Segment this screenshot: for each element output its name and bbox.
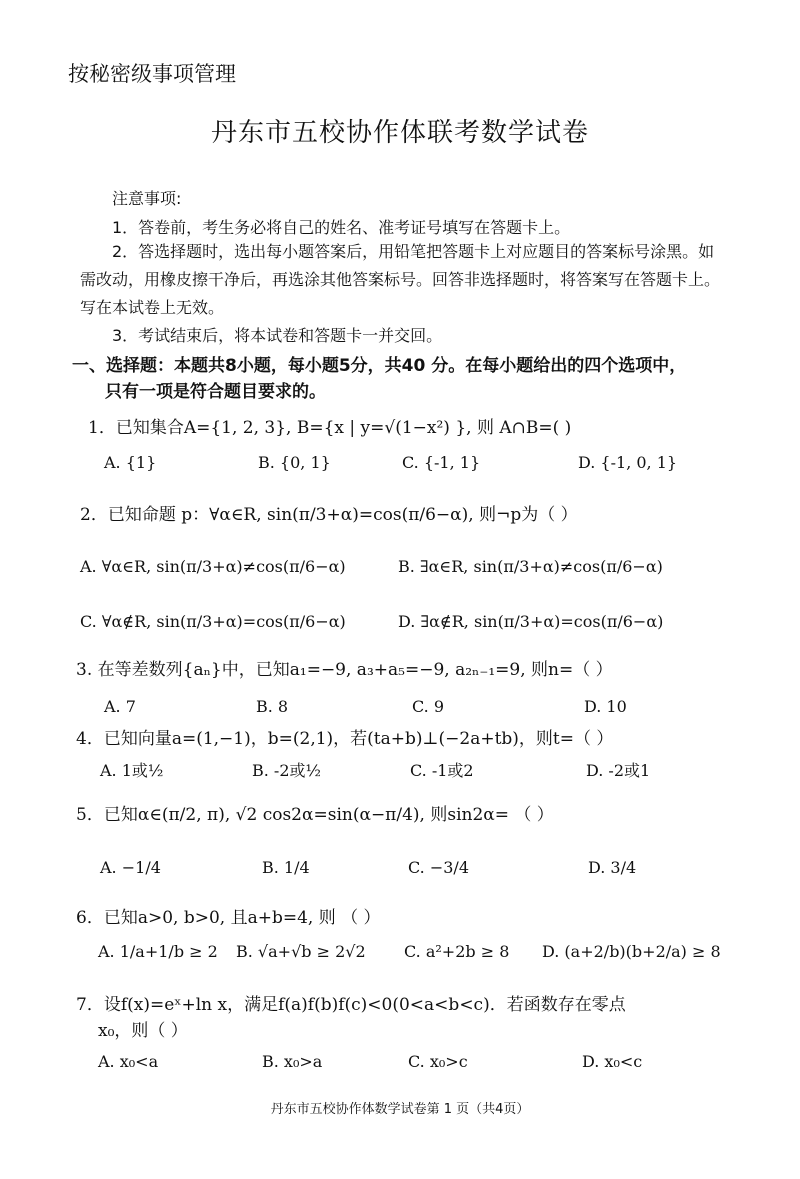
notice-item-3: 3．考试结束后，将本试卷和答题卡一并交回。 — [112, 326, 443, 345]
question-5-option-a: A. −1/4 — [100, 858, 161, 877]
exam-title: 丹东市五校协作体联考数学试卷 — [210, 118, 589, 148]
question-7-option-b: B. x₀>a — [262, 1052, 323, 1071]
question-6-stem: 6．已知a>0, b>0, 且a+b=4, 则 （ ） — [76, 908, 381, 928]
question-4-stem: 4．已知向量a=(1,−1)，b=(2,1)，若(ta+b)⊥(−2a+tb)，则t=（ ） — [76, 729, 614, 749]
question-6-option-b: B. √a+√b ≥ 2√2 — [236, 942, 366, 961]
question-2-option-d: D. ∃α∉R, sin(π/3+α)=cos(π/6−α) — [398, 612, 664, 631]
question-4-option-a: A. 1或½ — [100, 761, 164, 780]
question-5-option-c: C. −3/4 — [408, 858, 469, 877]
question-4-option-c: C. -1或2 — [410, 761, 474, 780]
question-6-option-d: D. (a+2/b)(b+2/a) ≥ 8 — [542, 942, 721, 961]
question-3-option-a: A. 7 — [104, 697, 136, 716]
question-2-option-c: C. ∀α∉R, sin(π/3+α)=cos(π/6−α) — [80, 612, 346, 631]
question-4-option-b: B. -2或½ — [252, 761, 322, 780]
question-7-option-c: C. x₀>c — [408, 1052, 468, 1071]
question-5-stem: 5．已知α∈(π/2, π), √2 cos2α=sin(α−π/4), 则sin2α= （ ） — [76, 805, 554, 825]
question-7-stem-continued: x₀，则（ ） — [98, 1021, 188, 1041]
question-7-stem: 7．设f(x)=eˣ+ln x，满足f(a)f(b)f(c)<0(0<a<b<c)．若函数存在零点 — [76, 995, 626, 1015]
question-2-option-a: A. ∀α∈R, sin(π/3+α)≠cos(π/6−α) — [80, 557, 346, 576]
question-2-stem: 2．已知命题 p：∀α∈R, sin(π/3+α)=cos(π/6−α), 则¬p为（ ） — [80, 505, 578, 525]
question-6-option-a: A. 1/a+1/b ≥ 2 — [98, 942, 218, 961]
question-7-option-d: D. x₀<c — [582, 1052, 643, 1071]
question-1-stem: 1．已知集合A={1, 2, 3}, B={x | y=√(1−x²) }, 则 A∩B=( ) — [88, 418, 572, 438]
question-1-option-b: B. {0, 1} — [258, 453, 331, 472]
section-heading-line1: 一、选择题：本题共8小题，每小题5分，共40 分。在每小题给出的四个选项中， — [72, 356, 687, 376]
question-5-option-d: D. 3/4 — [588, 858, 637, 877]
question-4-option-d: D. -2或1 — [586, 761, 651, 780]
section-heading-line2: 只有一项是符合题目要求的。 — [105, 382, 326, 402]
question-1-option-a: A. {1} — [104, 453, 157, 472]
page-footer: 丹东市五校协作体数学试卷第 1 页（共4页） — [270, 1102, 530, 1117]
question-3-option-d: D. 10 — [584, 697, 627, 716]
notice-heading: 注意事项: — [112, 189, 182, 208]
question-1-option-c: C. {-1, 1} — [402, 453, 481, 472]
question-1-option-d: D. {-1, 0, 1} — [578, 453, 678, 472]
question-5-option-b: B. 1/4 — [262, 858, 310, 877]
notice-item-2: 2．答选择题时，选出每小题答案后，用铅笔把答题卡上对应题目的答案标号涂黑。如需改动，用橡皮擦干净后，再选涂其他答案标号。回答非选择题时，将答案写在答题卡上。写在本试卷上无效。 — [80, 242, 721, 317]
question-3-option-b: B. 8 — [256, 697, 289, 716]
question-7-option-a: A. x₀<a — [98, 1052, 159, 1071]
question-2-option-b: B. ∃α∈R, sin(π/3+α)≠cos(π/6−α) — [398, 557, 663, 576]
question-6-option-c: C. a²+2b ≥ 8 — [404, 942, 510, 961]
question-3-stem: 3. 在等差数列{aₙ}中，已知a₁=−9, a₃+a₅=−9, a₂ₙ₋₁=9, 则n=（ ） — [76, 660, 613, 680]
notice-item-1: 1．答卷前，考生务必将自己的姓名、准考证号填写在答题卡上。 — [112, 218, 571, 237]
secrecy-label: 按秘密级事项管理 — [68, 62, 236, 86]
question-3-option-c: C. 9 — [412, 697, 445, 716]
